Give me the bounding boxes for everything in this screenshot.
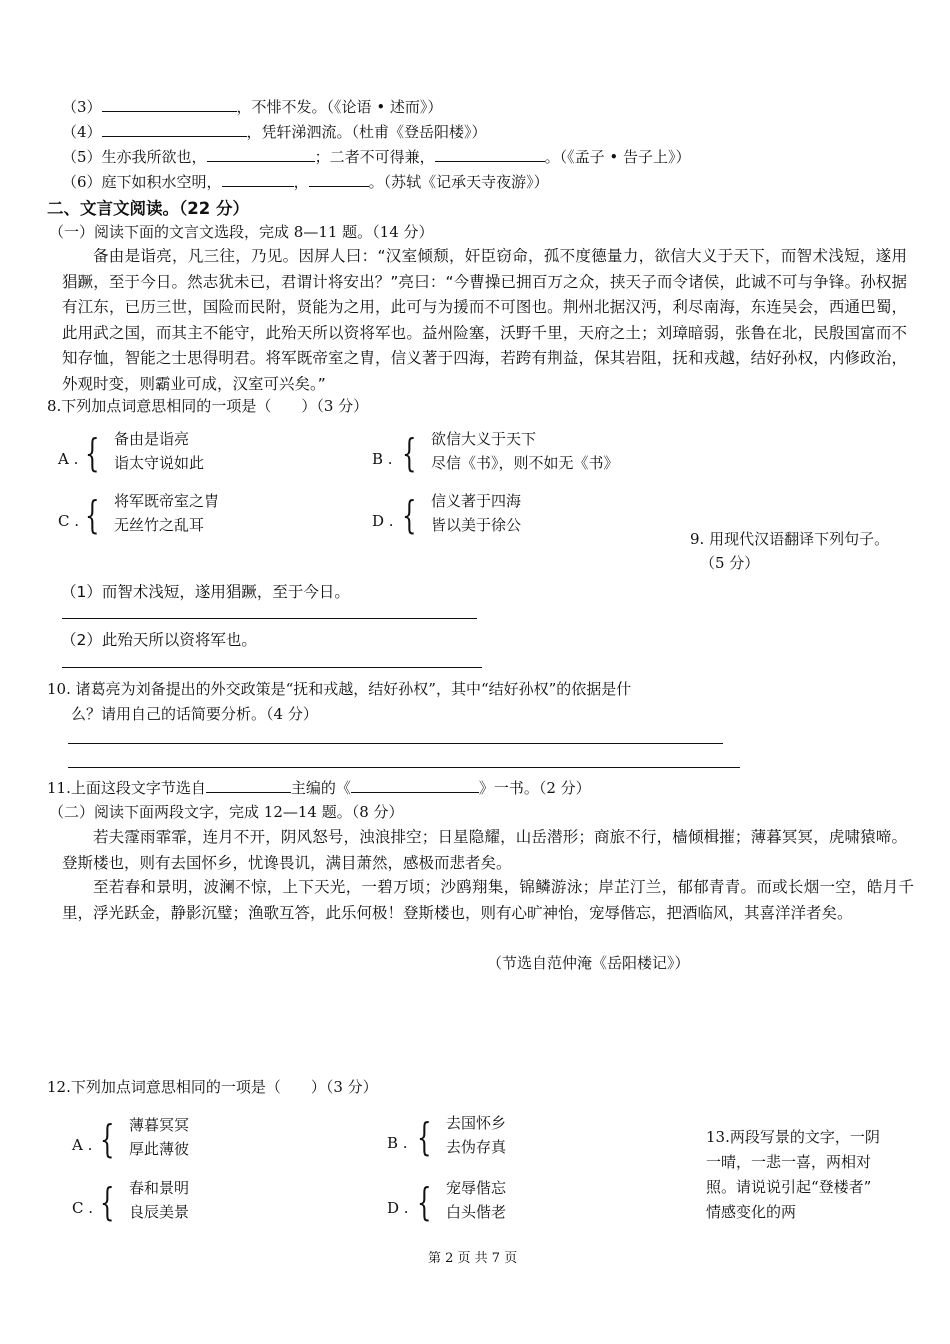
line-text: 生亦我所欲也， xyxy=(101,148,207,166)
passage-paragraph-1: 若夫霪雨霏霏，连月不开，阴风怒号，浊浪排空；日星隐耀，山岳潜形；商旅不行，樯倾楫摧；薄暮冥冥，虎啸猿啼。登斯楼也，则有去国怀乡，忧谗畏讥，满目萧然，感极而悲者矣。 xyxy=(62,828,907,872)
brace-icon: { xyxy=(85,493,100,537)
option-letter: C . xyxy=(72,1199,94,1217)
brace-icon: { xyxy=(417,1115,432,1159)
line-text: 。（《孟子 • 告子上》） xyxy=(544,148,691,166)
q7-line-5 xyxy=(62,146,690,167)
passage-paragraph-2: 至若春和景明，波澜不惊，上下天光，一碧万顷；沙鸥翔集，锦鳞游泳；岸芷汀兰，郁郁青青。而或长烟一空，皓月千里，浮光跃金，静影沉璧；渔歌互答，此乐何极！登斯楼也，则有心旷神怡，宠辱偕忘，把酒临风，其喜洋洋者矣。 xyxy=(62,878,914,922)
question-text: 13.两段写景的文字，一阴 xyxy=(706,1128,880,1146)
option-letter: A . xyxy=(58,450,79,468)
option-line: 备由是诣亮 xyxy=(114,430,190,448)
brace-icon: { xyxy=(417,1180,432,1224)
option-a[interactable] xyxy=(58,428,358,478)
passage: 备由是诣亮，凡三往，乃见。因屏人曰：“汉室倾颓，奸臣窃命，孤不度德量力，欲信大义于天下，而智术浅短，遂用猖蹶，至于今日。然志犹未已，君谓计将安出？”亮曰：“今曹操已拥百万之众，挟天子而令诸侯，此诚不可与争锋。孙权据有江东，已历三世，国险而民附，贤能为之用，此可与为援而不可图也。荆州北据汉沔，利尽南海，东连吴会，西通巴蜀，此用武之国，而其主不能守，此殆天所以资将军也。益州险塞，沃野千里，天府之土；刘璋暗弱，张鲁在北，民殷国富而不知存恤，智能之士思得明君。将军既帝室之胄，信义著于四海，若跨有荆益，保其岩阻，抚和戎越，结好孙权，内修政治，外观时变，则霸业可成，汉室可兴矣。” xyxy=(62,247,907,393)
option-letter: B . xyxy=(372,450,393,468)
answer-line[interactable] xyxy=(68,767,740,768)
option-line: 欲信大义于天下 xyxy=(431,430,537,448)
answer-line[interactable] xyxy=(68,743,723,744)
option-line: 尽信《书》，则不如无《书》 xyxy=(431,454,619,472)
option-line: 信义著于四海 xyxy=(431,492,522,510)
answer-blank[interactable] xyxy=(435,147,545,162)
section-title: 二、文言文阅读。（22 分） xyxy=(47,199,249,218)
option-line: 白头偕老 xyxy=(446,1203,507,1221)
question-stem: 12.下列加点词意思相同的一项是（ ）（3 分） xyxy=(47,1078,378,1096)
line-text: ，不悱不发。（《论语 • 述而》） xyxy=(236,98,443,116)
option-c[interactable] xyxy=(72,1177,352,1227)
option-d[interactable] xyxy=(387,1177,667,1227)
option-line: 厚此薄彼 xyxy=(129,1140,190,1158)
brace-icon: { xyxy=(402,493,417,537)
option-b[interactable] xyxy=(372,428,692,478)
question-score: （5 分） xyxy=(700,554,760,572)
option-b[interactable] xyxy=(387,1112,667,1162)
answer-blank[interactable] xyxy=(207,147,315,162)
question-13 xyxy=(706,1125,880,1225)
answer-line[interactable] xyxy=(62,667,482,668)
brace-icon: { xyxy=(85,431,100,475)
answer-blank[interactable] xyxy=(309,172,369,187)
brace-icon: { xyxy=(100,1180,115,1224)
option-line: 将军既帝室之胄 xyxy=(114,492,220,510)
answer-blank[interactable] xyxy=(222,172,294,187)
answer-blank[interactable] xyxy=(206,778,291,793)
translate-sentence-1: （1）而智术浅短，遂用猖蹶，至于今日。 xyxy=(61,583,350,601)
option-letter: B . xyxy=(387,1134,408,1152)
question-text: 一晴，一悲一喜，两相对 xyxy=(706,1153,872,1171)
part-intro: （二）阅读下面两段文字，完成 12—14 题。（8 分） xyxy=(49,803,404,821)
option-line: 去伪存真 xyxy=(446,1138,507,1156)
option-letter: A . xyxy=(72,1136,93,1154)
option-line: 宠辱偕忘 xyxy=(446,1179,507,1197)
q7-line-4 xyxy=(62,121,487,142)
line-number: （4） xyxy=(62,123,102,141)
brace-icon: { xyxy=(100,1117,115,1161)
answer-blank[interactable] xyxy=(102,97,237,112)
line-text: ， xyxy=(293,173,309,191)
option-line: 良辰美景 xyxy=(129,1203,190,1221)
option-line: 春和景明 xyxy=(129,1179,190,1197)
line-number: （5） xyxy=(62,148,102,166)
answer-blank[interactable] xyxy=(351,778,479,793)
line-text: ，凭轩涕泗流。（杜甫《登岳阳楼》） xyxy=(246,123,487,141)
q7-line-6 xyxy=(62,171,549,192)
line-text: 庭下如积水空明， xyxy=(101,173,222,191)
question-stem: 8.下列加点词意思相同的一项是（ ）（3 分） xyxy=(47,397,369,415)
option-c[interactable] xyxy=(58,490,358,540)
question-text: 情感变化的两 xyxy=(706,1203,797,1221)
page-number: 第 2 页 共 7 页 xyxy=(428,1251,518,1266)
question-stem: 9. 用现代汉语翻译下列句子。 xyxy=(690,530,890,548)
line-number: （6） xyxy=(62,173,102,191)
line-text: ；二者不可得兼， xyxy=(314,148,435,166)
line-number: （3） xyxy=(62,98,102,116)
q7-line-3 xyxy=(62,96,442,117)
question-text: 照。请说说引起“登楼者” xyxy=(706,1178,872,1196)
option-line: 无丝竹之乱耳 xyxy=(114,516,205,534)
option-letter: D . xyxy=(372,512,394,530)
option-a[interactable] xyxy=(72,1114,352,1164)
answer-blank[interactable] xyxy=(102,122,247,137)
question-stem: 10. 诸葛亮为刘备提出的外交政策是“抚和戎越，结好孙权”，其中“结好孙权”的依据是什 xyxy=(47,680,632,698)
option-line: 去国怀乡 xyxy=(446,1114,507,1132)
line-text: 。（苏轼《记承天寺夜游》） xyxy=(368,173,549,191)
answer-line[interactable] xyxy=(62,618,477,619)
option-letter: D . xyxy=(387,1199,409,1217)
brace-icon: { xyxy=(402,431,417,475)
part-intro: （一）阅读下面的文言文选段，完成 8—11 题。（14 分） xyxy=(49,223,434,241)
option-line: 诣太守说如此 xyxy=(114,454,205,472)
question-stem-cont: 么？请用自己的话简要分析。（4 分） xyxy=(71,705,318,723)
option-line: 皆以美于徐公 xyxy=(431,516,522,534)
question-text: 11.上面这段文字节选自 xyxy=(47,779,206,797)
option-line: 薄暮冥冥 xyxy=(129,1116,190,1134)
option-d[interactable] xyxy=(372,490,692,540)
question-text: 》一书。（2 分） xyxy=(478,779,591,797)
question-text: 主编的《 xyxy=(290,779,351,797)
option-letter: C . xyxy=(58,512,80,530)
passage-source: （节选自范仲淹《岳阳楼记》） xyxy=(487,954,690,972)
translate-sentence-2: （2）此殆天所以资将军也。 xyxy=(61,631,257,649)
question-11 xyxy=(47,777,591,798)
